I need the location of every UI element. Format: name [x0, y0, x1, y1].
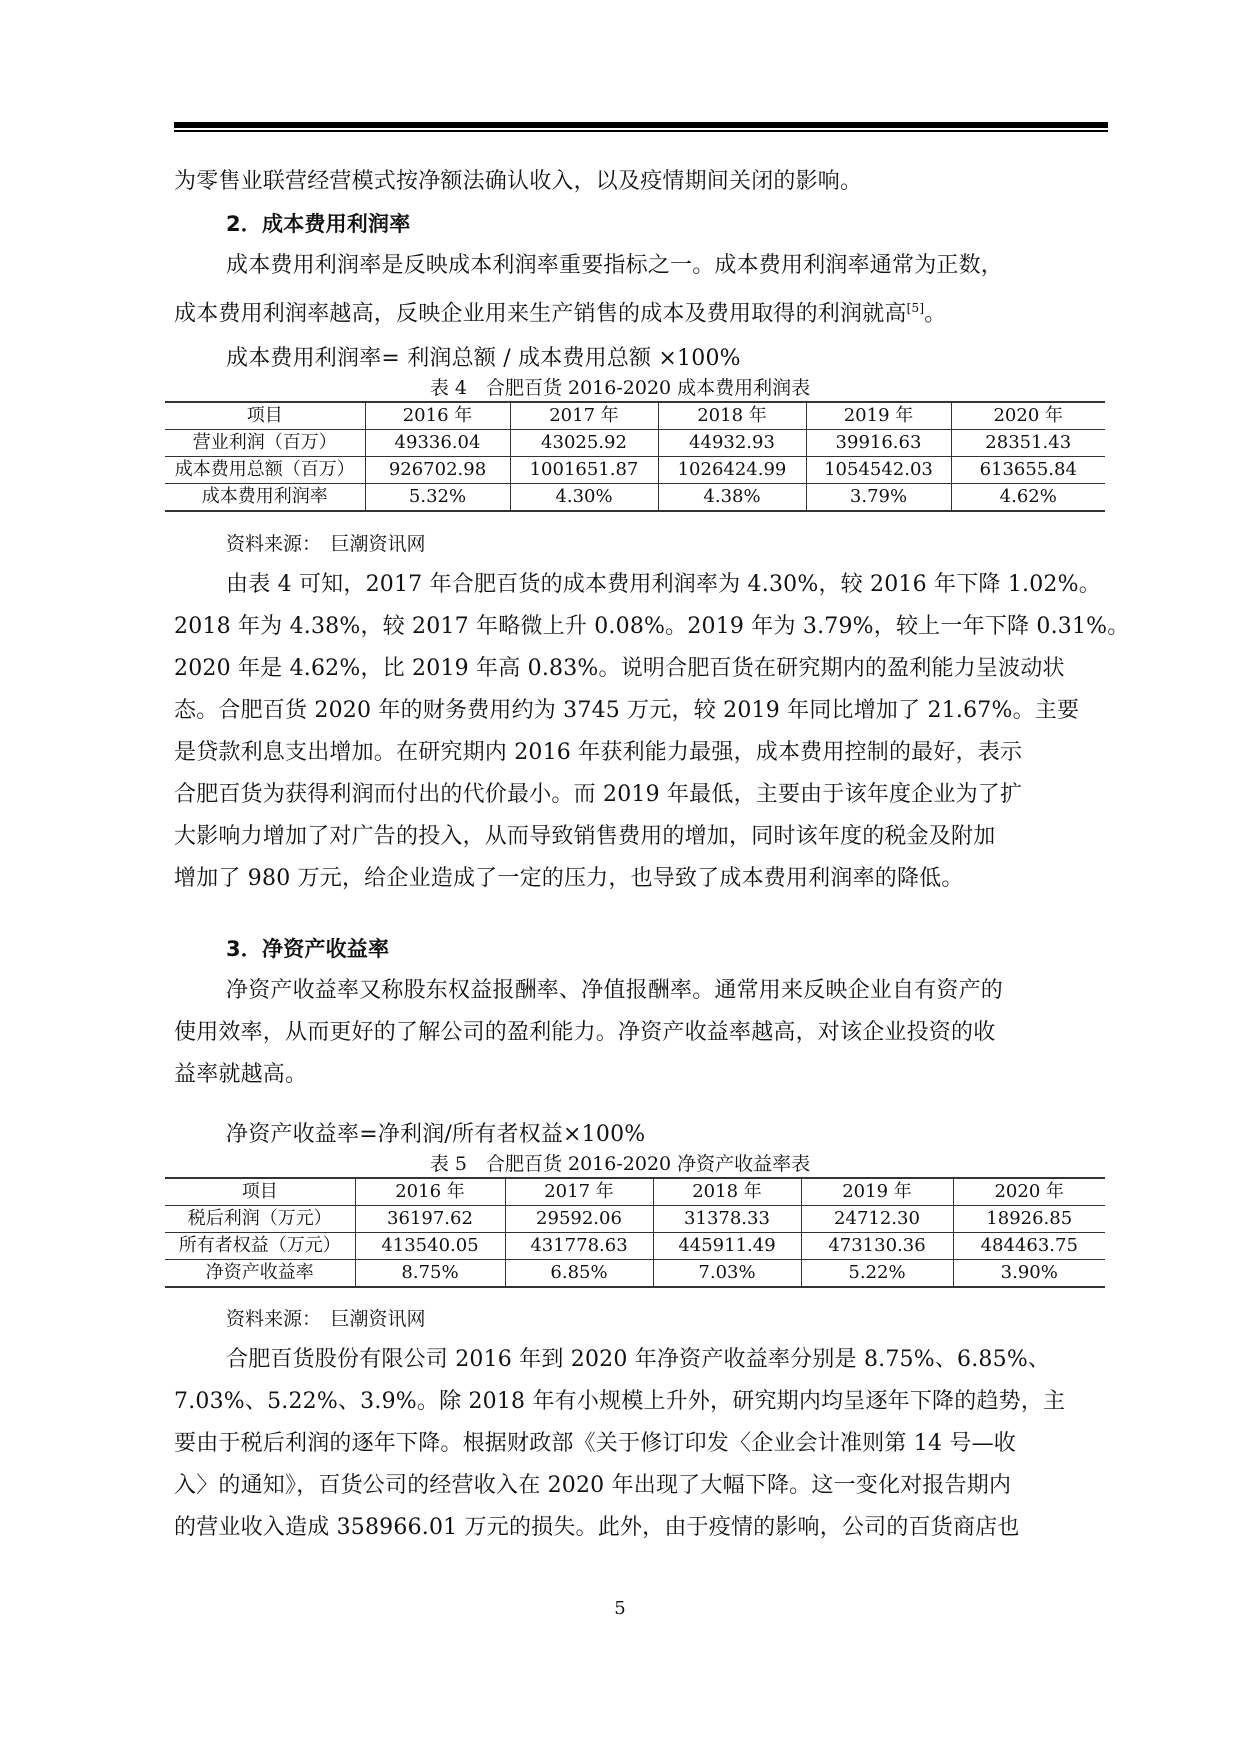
section-heading-3: 3．净资产收益率: [226, 937, 390, 961]
table-header: 2019 年: [801, 1178, 953, 1206]
table-header-row: [165, 1178, 1105, 1206]
table-row: [165, 484, 1105, 512]
table-row: [165, 1206, 1105, 1233]
table-header: 2018 年: [658, 402, 806, 430]
body-line: 入〉的通知》，百货公司的经营收入在 2020 年出现了大幅下降。这一变化对报告期内: [174, 1473, 1012, 1498]
body-line: 使用效率，从而更好的了解公司的盈利能力。净资产收益率越高，对该企业投资的收: [174, 1020, 996, 1045]
table-cell: 431778.63: [505, 1233, 653, 1260]
body-line: [174, 293, 1108, 329]
body-line: 益率就越高。: [174, 1062, 308, 1087]
body-text: 。: [924, 301, 947, 327]
table-cell: 6.85%: [505, 1260, 653, 1288]
table-cell: 29592.06: [505, 1206, 653, 1233]
table-header: 项目: [165, 402, 365, 430]
table-header: 2018 年: [653, 1178, 801, 1206]
body-line: 为零售业联营经营模式按净额法确认收入，以及疫情期间关闭的影响。: [174, 169, 863, 194]
body-line: 合肥百货股份有限公司 2016 年到 2020 年净资产收益率分别是 8.75%、6.85%、: [226, 1347, 1051, 1372]
table-cell: 926702.98: [365, 457, 510, 484]
body-line: 成本费用利润率是反映成本利润率重要指标之一。成本费用利润率通常为正数，: [226, 253, 1004, 278]
table-cell: 1001651.87: [510, 457, 658, 484]
table-cell: 613655.84: [951, 457, 1105, 484]
body-line: 的营业收入造成 358966.01 万元的损失。此外，由于疫情的影响，公司的百货商店也: [174, 1515, 1020, 1540]
roe-table: [165, 1177, 1105, 1288]
table-row: [165, 1260, 1105, 1288]
body-line: 净资产收益率又称股东权益报酬率、净值报酬率。通常用来反映企业自有资产的: [226, 978, 1004, 1003]
table-row: [165, 430, 1105, 457]
table-header: 2020 年: [951, 402, 1105, 430]
table-cell: 36197.62: [355, 1206, 505, 1233]
table-cell: 445911.49: [653, 1233, 801, 1260]
table-cell: 4.62%: [951, 484, 1105, 512]
table-row: [165, 1233, 1105, 1260]
body-line: 7.03%、5.22%、3.9%。除 2018 年有小规模上升外，研究期内均呈逐年下降的趋势，主: [174, 1389, 1066, 1414]
table-cell: 7.03%: [653, 1260, 801, 1288]
table-cell: 成本费用总额（百万）: [165, 457, 365, 484]
table-cell: 成本费用利润率: [165, 484, 365, 512]
table-cell: 5.22%: [801, 1260, 953, 1288]
table-cell: 49336.04: [365, 430, 510, 457]
body-text: 成本费用利润率越高，反映企业用来生产销售的成本及费用取得的利润就高: [174, 301, 907, 327]
table-row: [165, 457, 1105, 484]
table-cell: 税后利润（万元）: [165, 1206, 355, 1233]
body-line: 要由于税后利润的逐年下降。根据财政部《关于修订印发〈企业会计准则第 14 号—收: [174, 1431, 1016, 1456]
body-line: 态。合肥百货 2020 年的财务费用约为 3745 万元，较 2019 年同比增加了 21.67%。主要: [174, 698, 1080, 723]
table-source: 资料来源： 巨潮资讯网: [226, 1308, 426, 1330]
table-cell: 44932.93: [658, 430, 806, 457]
body-line: 合肥百货为获得利润而付出的代价最小。而 2019 年最低，主要由于该年度企业为了扩: [174, 782, 1023, 807]
table-caption: 表 5 合肥百货 2016-2020 净资产收益率表: [429, 1153, 811, 1175]
table-header: 2016 年: [355, 1178, 505, 1206]
table-source: 资料来源： 巨潮资讯网: [226, 533, 426, 555]
body-line: 2018 年为 4.38%，较 2017 年略微上升 0.08%。2019 年为 3.79%，较上一年下降 0.31%。: [174, 614, 1130, 639]
table-header: 2019 年: [806, 402, 951, 430]
table-cell: 1054542.03: [806, 457, 951, 484]
table-cell: 413540.05: [355, 1233, 505, 1260]
body-line: 由表 4 可知，2017 年合肥百货的成本费用利润率为 4.30%，较 2016 年下降 1.02%。: [226, 572, 1101, 597]
table-cell: 8.75%: [355, 1260, 505, 1288]
header-rule: [174, 122, 1108, 132]
section-heading-2: 2．成本费用利润率: [226, 212, 411, 236]
table-header: 2017 年: [505, 1178, 653, 1206]
table-cell: 5.32%: [365, 484, 510, 512]
table-header: 2020 年: [953, 1178, 1105, 1206]
table-cell: 4.30%: [510, 484, 658, 512]
body-line: 是贷款利息支出增加。在研究期内 2016 年获利能力最强，成本费用控制的最好，表示: [174, 740, 1023, 765]
formula: 净资产收益率=净利润/所有者权益×100%: [226, 1122, 646, 1147]
page-number: 5: [614, 1598, 626, 1619]
table-cell: 1026424.99: [658, 457, 806, 484]
formula: 成本费用利润率= 利润总额 / 成本费用总额 ×100%: [226, 346, 741, 371]
table-cell: 28351.43: [951, 430, 1105, 457]
table-cell: 3.79%: [806, 484, 951, 512]
table-cell: 4.38%: [658, 484, 806, 512]
table-cell: 所有者权益（万元）: [165, 1233, 355, 1260]
table-cell: 484463.75: [953, 1233, 1105, 1260]
table-cell: 473130.36: [801, 1233, 953, 1260]
table-cell: 18926.85: [953, 1206, 1105, 1233]
table-header-row: [165, 402, 1105, 430]
table-cell: 43025.92: [510, 430, 658, 457]
cost-profit-table: [165, 401, 1105, 512]
citation[interactable]: [5]: [906, 301, 925, 315]
table-header: 2017 年: [510, 402, 658, 430]
table-cell: 净资产收益率: [165, 1260, 355, 1288]
table-header: 2016 年: [365, 402, 510, 430]
table-cell: 39916.63: [806, 430, 951, 457]
table-cell: 营业利润（百万）: [165, 430, 365, 457]
table-cell: 3.90%: [953, 1260, 1105, 1288]
body-line: 增加了 980 万元，给企业造成了一定的压力，也导致了成本费用利润率的降低。: [174, 866, 964, 891]
body-line: 大影响力增加了对广告的投入，从而导致销售费用的增加，同时该年度的税金及附加: [174, 824, 996, 849]
table-caption: 表 4 合肥百货 2016-2020 成本费用利润表: [429, 377, 811, 399]
body-line: 2020 年是 4.62%，比 2019 年高 0.83%。说明合肥百货在研究期内的盈利能力呈波动状: [174, 656, 1065, 681]
table-header: 项目: [165, 1178, 355, 1206]
table-cell: 24712.30: [801, 1206, 953, 1233]
table-cell: 31378.33: [653, 1206, 801, 1233]
